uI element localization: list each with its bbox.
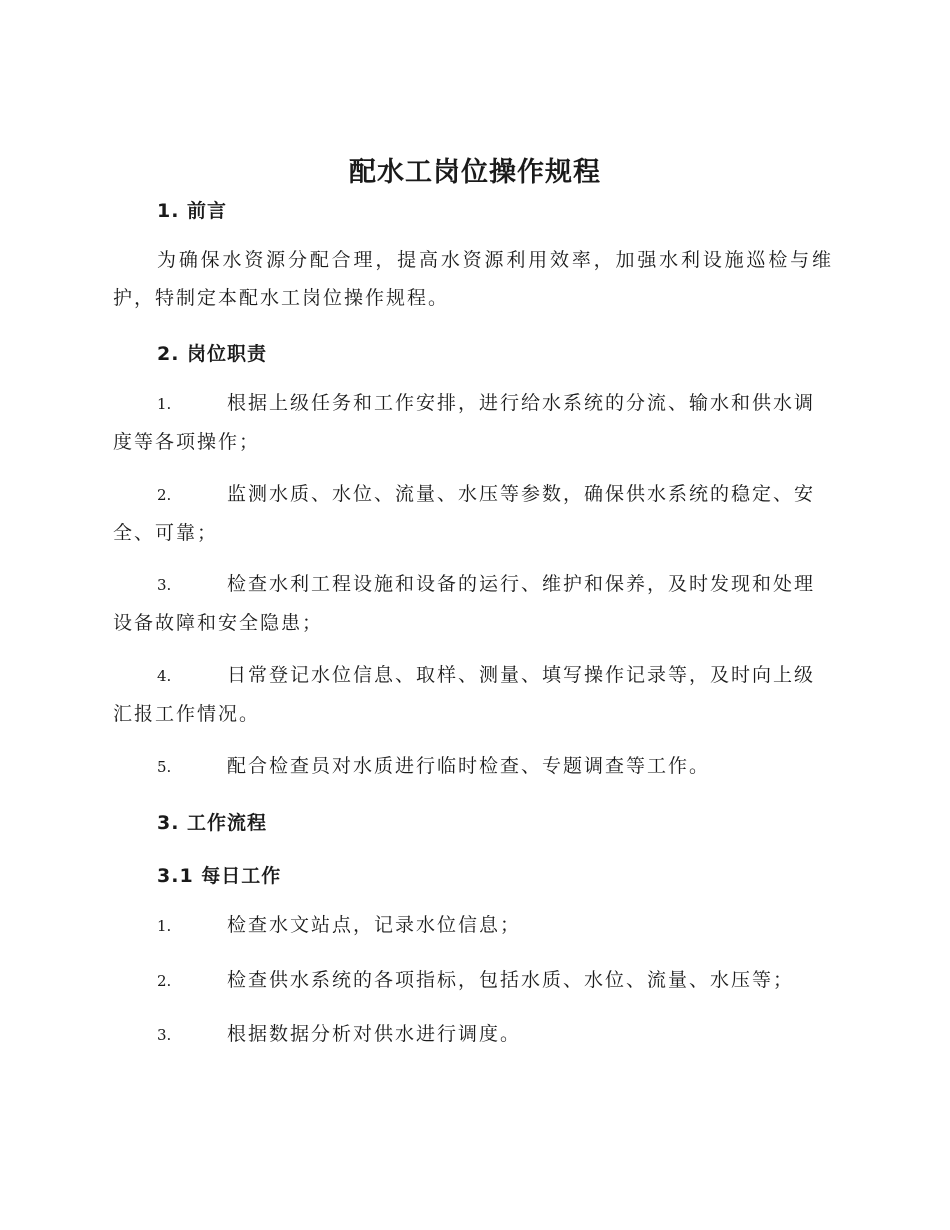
- list-item: [113, 656, 833, 733]
- section-heading-workflow: 3. 工作流程: [157, 812, 268, 834]
- list-item: [113, 961, 833, 1000]
- list-item-text: 根据数据分析对供水进行调度。: [227, 1023, 522, 1045]
- list-item-text: 检查水文站点，记录水位信息；: [227, 914, 522, 936]
- list-item: [113, 747, 833, 786]
- list-item-number: 2.: [157, 972, 172, 990]
- preface-paragraph: 为确保水资源分配合理，提高水资源利用效率，加强水利设施巡检与维护，特制定本配水工岗位操作规程。: [113, 249, 833, 309]
- list-item-text: 检查供水系统的各项指标，包括水质、水位、流量、水压等；: [227, 969, 795, 991]
- list-item-number: 1.: [157, 917, 172, 935]
- list-item-number: 2.: [157, 486, 172, 504]
- list-item-number: 4.: [157, 667, 172, 685]
- list-item: [113, 906, 833, 945]
- list-item-text: 配合检查员对水质进行临时检查、专题调查等工作。: [227, 755, 711, 777]
- list-item-number: 1.: [157, 395, 172, 413]
- list-item-text: 监测水质、水位、流量、水压等参数，确保供水系统的稳定、安全、可靠；: [113, 483, 816, 544]
- list-item-number: 3.: [157, 1026, 172, 1044]
- list-item-text: 检查水利工程设施和设备的运行、维护和保养，及时发现和处理设备故障和安全隐患；: [113, 573, 816, 634]
- list-item: [113, 565, 833, 642]
- section-heading-preface: 1. 前言: [157, 200, 228, 222]
- list-item: [113, 384, 833, 461]
- list-item: [113, 1015, 833, 1054]
- list-item-number: 5.: [157, 758, 172, 776]
- list-item-text: 根据上级任务和工作安排，进行给水系统的分流、输水和供水调度等各项操作；: [113, 392, 816, 453]
- section-heading-daily-work: 3.1 每日工作: [157, 865, 282, 887]
- list-item: [113, 475, 833, 552]
- list-item-text: 日常登记水位信息、取样、测量、填写操作记录等，及时向上级汇报工作情况。: [113, 664, 816, 725]
- document-title: 配水工岗位操作规程: [349, 157, 601, 188]
- section-heading-duties: 2. 岗位职责: [157, 343, 268, 365]
- list-item-number: 3.: [157, 576, 172, 594]
